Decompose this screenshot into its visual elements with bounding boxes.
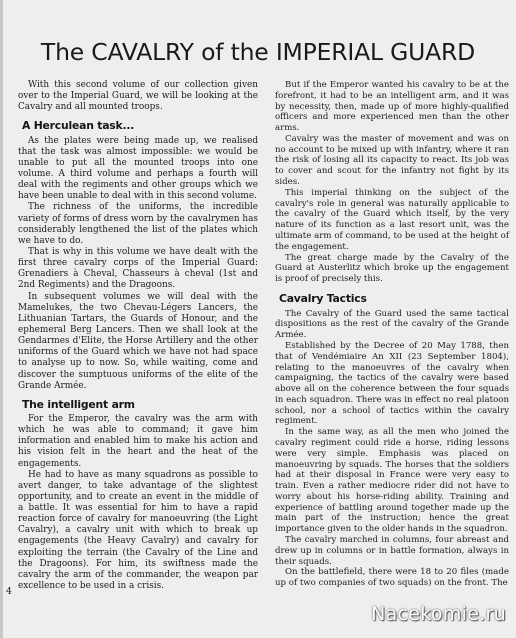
paragraph: The Cavalry of the Guard used the same tactical dispositions as the rest of the cavalry of the Grande Armée. — [275, 308, 509, 341]
paragraph: The great charge made by the Cavalry of the Guard at Austerlitz which broke up the engagement is proof of precisely this. — [275, 252, 509, 285]
paragraph: Cavalry was the master of movement and was on no account to be mixed up with infantry, where it ran the risk of losing all its capacity to react. Its job was to cover and scout for the infantry not fight by its sides. — [275, 133, 509, 188]
paragraph: On the battlefield, there were 18 to 20 files (made up of two companies of two squads) on the front. The — [275, 567, 509, 589]
intro-paragraph: With this second volume of our collection given over to the Imperial Guard, we will be looking at the Cavalry and all mounted troops. — [18, 80, 258, 113]
paragraph: The cavalry marched in columns, four abreast and drew up in columns or in battle formation, always in their squads. — [275, 535, 509, 567]
paragraph: In subsequent volumes we will deal with the Mamelukes, the two Chevau-Légers Lancers, the Lithuanian Tartars, the Guards of Honour, and the ephemeral Berg Lancers. Then we shall look at the Gendarmes d'Elite, the Horse Artillery and the other uniforms of the Guard which we have not had space to analyse up to now. So, while waiting, come and discover the sumptuous uniforms of the elite of the Grande Armée. — [18, 291, 258, 391]
paragraph: He had to have as many squadrons as possible to avert danger, to take advantage of the slightest opportunity, and to create an event in the middle of a battle. It was essential for him to have a rapid reaction force of cavalry for manoeuvring (the Light Cavalry), a cavalry unit with which to break up engagements (the Heavy Cavalry) and cavalry for exploiting the terrain (the Cavalry of the Line and the Dragoons). For him, its swiftness made the cavalry the arm of the commander, the weapon par excellence to be used in a crisis. — [18, 469, 258, 592]
page-number: 4 — [6, 586, 12, 597]
heading-herculean-task: A Herculean task... — [22, 119, 135, 133]
paragraph: For the Emperor, the cavalry was the arm with which he was able to command; it gave him information and enabled him to make his action and his vision felt in the heart and the heat of the engagements. — [18, 413, 258, 469]
paragraph: This imperial thinking on the subject of the cavalry's role in general was naturally applicable to the cavalry of the Guard which itself, by the very nature of its function as a last resort unit, was the ultimate arm of command, to be used at the height of the engagement. — [275, 187, 509, 252]
watermark: Nacekomie.ru — [371, 603, 506, 625]
scan-edge — [0, 0, 3, 638]
right-column — [275, 80, 509, 589]
page-title: The CAVALRY of the IMPERIAL GUARD — [40, 38, 476, 66]
paragraph: Established by the Decree of 20 May 1788, then that of Vendémiaire An XII (23 September 1804), relating to the manoeuvres of the cavalry when campaigning, the tactics of the cavalry were based above all on the coherence between the four squads in each squadron. There was in effect no real platoon school, nor a school of tactics within the cavalry regiment. — [275, 340, 509, 427]
paragraph: The richness of the uniforms, the incredible variety of forms of dress worn by the cavalrymen has considerably lengthened the list of the plates which we have to do. — [18, 202, 258, 246]
heading-cavalry-tactics: Cavalry Tactics — [279, 291, 367, 305]
left-column — [18, 80, 258, 592]
paragraph: As the plates were being made up, we realised that the task was almost impossible: we would be unable to put all the mounted troops into one volume. A third volume and perhaps a fourth will deal with the regiments and other groups which we have been unable to deal with in this second volume. — [18, 135, 258, 202]
paragraph: That is why in this volume we have dealt with the first three cavalry corps of the Imperial Guard: Grenadiers à Cheval, Chasseurs à cheval (1st and 2nd Regiments) and the Dragoons. — [18, 246, 258, 291]
paragraph: But if the Emperor wanted his cavalry to be at the forefront, it had to be an intelligent arm, and it was by necessity, then, made up of more highly-qualified officers and more experienced men than the other arms. — [275, 80, 509, 134]
paragraph: In the same way, as all the men who joined the cavalry regiment could ride a horse, riding lessons were very simple. Emphasis was placed on manoeuvring by squads. The horses that the soldiers had at their disposal in France were very easy to train. Even a rather mediocre rider did not have to worry about his horse-riding ability. Training and experience of battling around together made up the main part of the instruction; hence the great importance given to the older hands in the squadron. — [275, 427, 509, 535]
heading-intelligent-arm: The intelligent arm — [22, 397, 135, 411]
